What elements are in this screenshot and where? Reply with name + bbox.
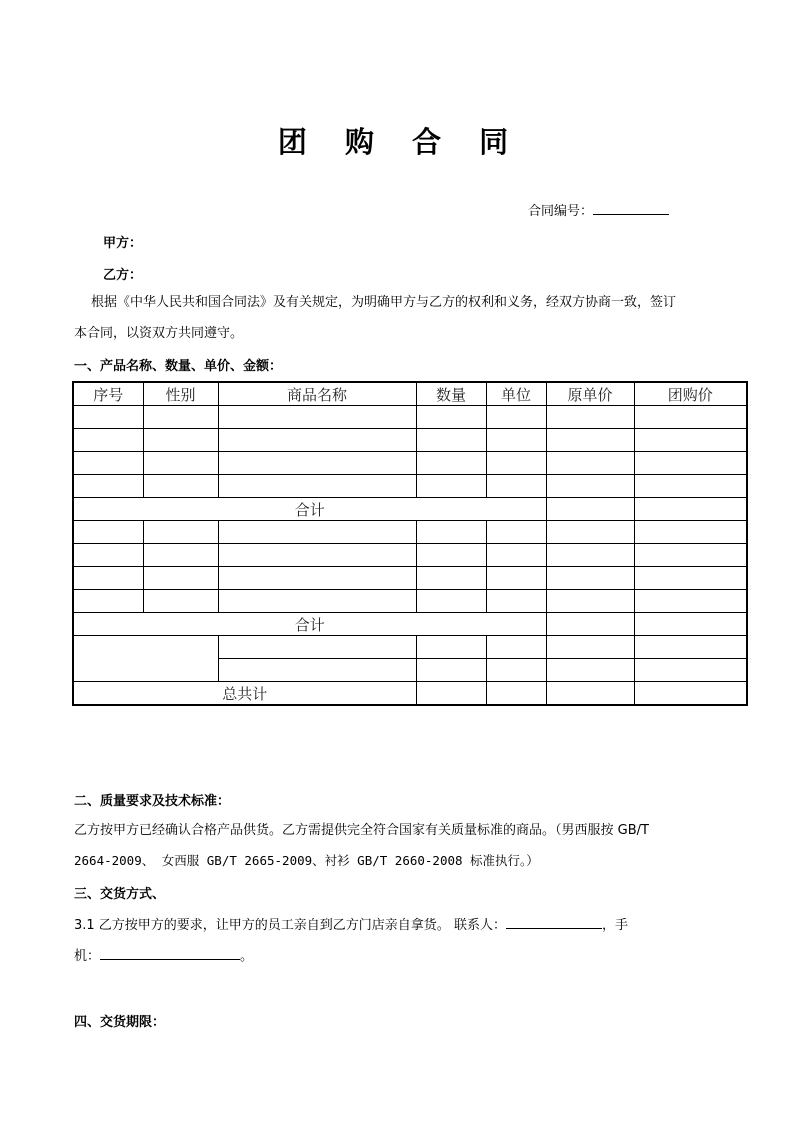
- section-3-text-part-1: 3.1 乙方按甲方的要求，让甲方的员工亲自到乙方门店亲自拿货。 联系人：: [74, 918, 506, 933]
- table-cell[interactable]: [218, 636, 416, 659]
- section-3-text-part-2: ，手: [601, 918, 628, 933]
- table-cell[interactable]: [486, 636, 546, 659]
- table-cell[interactable]: [546, 498, 634, 521]
- table-cell[interactable]: [73, 429, 143, 452]
- contract-number-line: [528, 200, 669, 219]
- table-cell[interactable]: [546, 475, 634, 498]
- section-2-text-line-1: 乙方按甲方已经确认合格产品供货。乙方需提供完全符合国家有关质量标准的商品。（男西服按 GB/T: [74, 823, 649, 838]
- table-cell[interactable]: [218, 521, 416, 544]
- header-serial: 序号: [73, 382, 143, 406]
- table-cell[interactable]: [218, 567, 416, 590]
- table-cell[interactable]: [486, 521, 546, 544]
- section-3-text-line-2: [74, 945, 253, 967]
- contract-number-field[interactable]: [593, 200, 669, 215]
- table-cell[interactable]: [416, 406, 486, 429]
- table-cell[interactable]: [143, 406, 218, 429]
- table-cell[interactable]: [218, 544, 416, 567]
- table-cell[interactable]: [73, 406, 143, 429]
- table-cell[interactable]: [143, 429, 218, 452]
- intro-line-2: 本合同，以资双方共同遵守。: [74, 326, 244, 341]
- table-cell[interactable]: [546, 590, 634, 613]
- table-cell[interactable]: [634, 544, 747, 567]
- section-3-heading: 三、交货方式、: [74, 887, 166, 902]
- contract-number-label: 合同编号：: [528, 204, 594, 219]
- subtotal-label: 合计: [73, 498, 546, 521]
- table-cell[interactable]: [634, 521, 747, 544]
- table-cell[interactable]: [218, 590, 416, 613]
- table-cell[interactable]: [143, 521, 218, 544]
- table-cell[interactable]: [634, 613, 747, 636]
- table-cell[interactable]: [634, 475, 747, 498]
- table-cell[interactable]: [546, 544, 634, 567]
- subtotal-row: [73, 498, 747, 521]
- table-cell[interactable]: [416, 590, 486, 613]
- table-cell[interactable]: [143, 452, 218, 475]
- table-cell[interactable]: [486, 406, 546, 429]
- table-cell[interactable]: [73, 590, 143, 613]
- table-cell[interactable]: [486, 567, 546, 590]
- party-b-label: 乙方：: [103, 268, 143, 283]
- table-cell[interactable]: [416, 521, 486, 544]
- table-cell[interactable]: [634, 659, 747, 682]
- table-row: [73, 567, 747, 590]
- table-cell[interactable]: [416, 659, 486, 682]
- grand-total-row: [73, 682, 747, 706]
- table-cell[interactable]: [218, 659, 416, 682]
- table-cell[interactable]: [634, 452, 747, 475]
- table-cell[interactable]: [416, 636, 486, 659]
- phone-field[interactable]: [100, 945, 240, 960]
- table-cell[interactable]: [218, 406, 416, 429]
- table-cell[interactable]: [73, 452, 143, 475]
- table-cell[interactable]: [634, 682, 747, 706]
- header-original-price: 原单价: [546, 382, 634, 406]
- table-cell[interactable]: [546, 429, 634, 452]
- table-row: [73, 590, 747, 613]
- table-cell[interactable]: [218, 429, 416, 452]
- document-title: 团 购 合 同: [277, 125, 523, 159]
- table-cell[interactable]: [416, 429, 486, 452]
- header-quantity: 数量: [416, 382, 486, 406]
- grand-total-label: 总共计: [73, 682, 416, 706]
- table-header-row: [73, 382, 747, 406]
- table-cell[interactable]: [486, 682, 546, 706]
- table-cell[interactable]: [143, 567, 218, 590]
- table-cell[interactable]: [218, 452, 416, 475]
- table-cell[interactable]: [416, 682, 486, 706]
- phone-label: 机：: [74, 949, 101, 964]
- header-unit: 单位: [486, 382, 546, 406]
- table-cell[interactable]: [546, 636, 634, 659]
- table-cell[interactable]: [634, 429, 747, 452]
- table-cell[interactable]: [73, 567, 143, 590]
- header-group-price: 团购价: [634, 382, 747, 406]
- table-cell[interactable]: [486, 429, 546, 452]
- table-cell[interactable]: [546, 613, 634, 636]
- table-cell[interactable]: [634, 406, 747, 429]
- table-cell[interactable]: [143, 590, 218, 613]
- table-cell[interactable]: [416, 452, 486, 475]
- section-2-text-line-2: 2664-2009、 女西服 GB/T 2665-2009、衬衫 GB/T 2660-2008 标准执行。）: [74, 853, 539, 868]
- table-cell[interactable]: [143, 544, 218, 567]
- table-row: [73, 475, 747, 498]
- table-cell[interactable]: [634, 636, 747, 659]
- table-cell[interactable]: [634, 567, 747, 590]
- table-cell[interactable]: [416, 567, 486, 590]
- table-cell[interactable]: [486, 475, 546, 498]
- table-row: [73, 521, 747, 544]
- table-row: [73, 406, 747, 429]
- table-row: [73, 452, 747, 475]
- header-gender: 性别: [143, 382, 218, 406]
- section-3-text-line-1: [74, 914, 628, 936]
- table-cell[interactable]: [546, 567, 634, 590]
- table-cell[interactable]: [486, 544, 546, 567]
- intro-line-1: 根据《中华人民共和国合同法》及有关规定，为明确甲方与乙方的权利和义务，经双方协商一致，签订: [91, 295, 677, 310]
- table-cell[interactable]: [486, 452, 546, 475]
- table-cell[interactable]: [416, 475, 486, 498]
- table-row: [73, 544, 747, 567]
- contact-person-field[interactable]: [506, 914, 602, 929]
- table-row: [73, 636, 747, 659]
- table-cell[interactable]: [546, 682, 634, 706]
- table-cell[interactable]: [416, 544, 486, 567]
- table-row: [73, 429, 747, 452]
- table-cell[interactable]: [546, 521, 634, 544]
- table-cell[interactable]: [143, 475, 218, 498]
- table-cell[interactable]: [546, 659, 634, 682]
- table-cell[interactable]: [546, 406, 634, 429]
- section-3-line-end: 。: [240, 949, 254, 964]
- table-cell[interactable]: [546, 452, 634, 475]
- subtotal-row: [73, 613, 747, 636]
- table-cell[interactable]: [73, 521, 143, 544]
- party-a-label: 甲方：: [103, 236, 143, 251]
- table-cell[interactable]: [73, 636, 218, 682]
- table-cell[interactable]: [218, 475, 416, 498]
- table-cell[interactable]: [634, 590, 747, 613]
- table-cell[interactable]: [634, 498, 747, 521]
- goods-table: [72, 381, 748, 706]
- section-2-heading: 二、质量要求及技术标准：: [74, 794, 231, 809]
- table-cell[interactable]: [486, 659, 546, 682]
- table-cell[interactable]: [486, 590, 546, 613]
- section-1-heading: 一、产品名称、数量、单价、金额：: [74, 359, 283, 374]
- section-4-heading: 四、交货期限：: [74, 1015, 166, 1030]
- table-cell[interactable]: [73, 475, 143, 498]
- subtotal-label: 合计: [73, 613, 546, 636]
- header-product-name: 商品名称: [218, 382, 416, 406]
- table-cell[interactable]: [73, 544, 143, 567]
